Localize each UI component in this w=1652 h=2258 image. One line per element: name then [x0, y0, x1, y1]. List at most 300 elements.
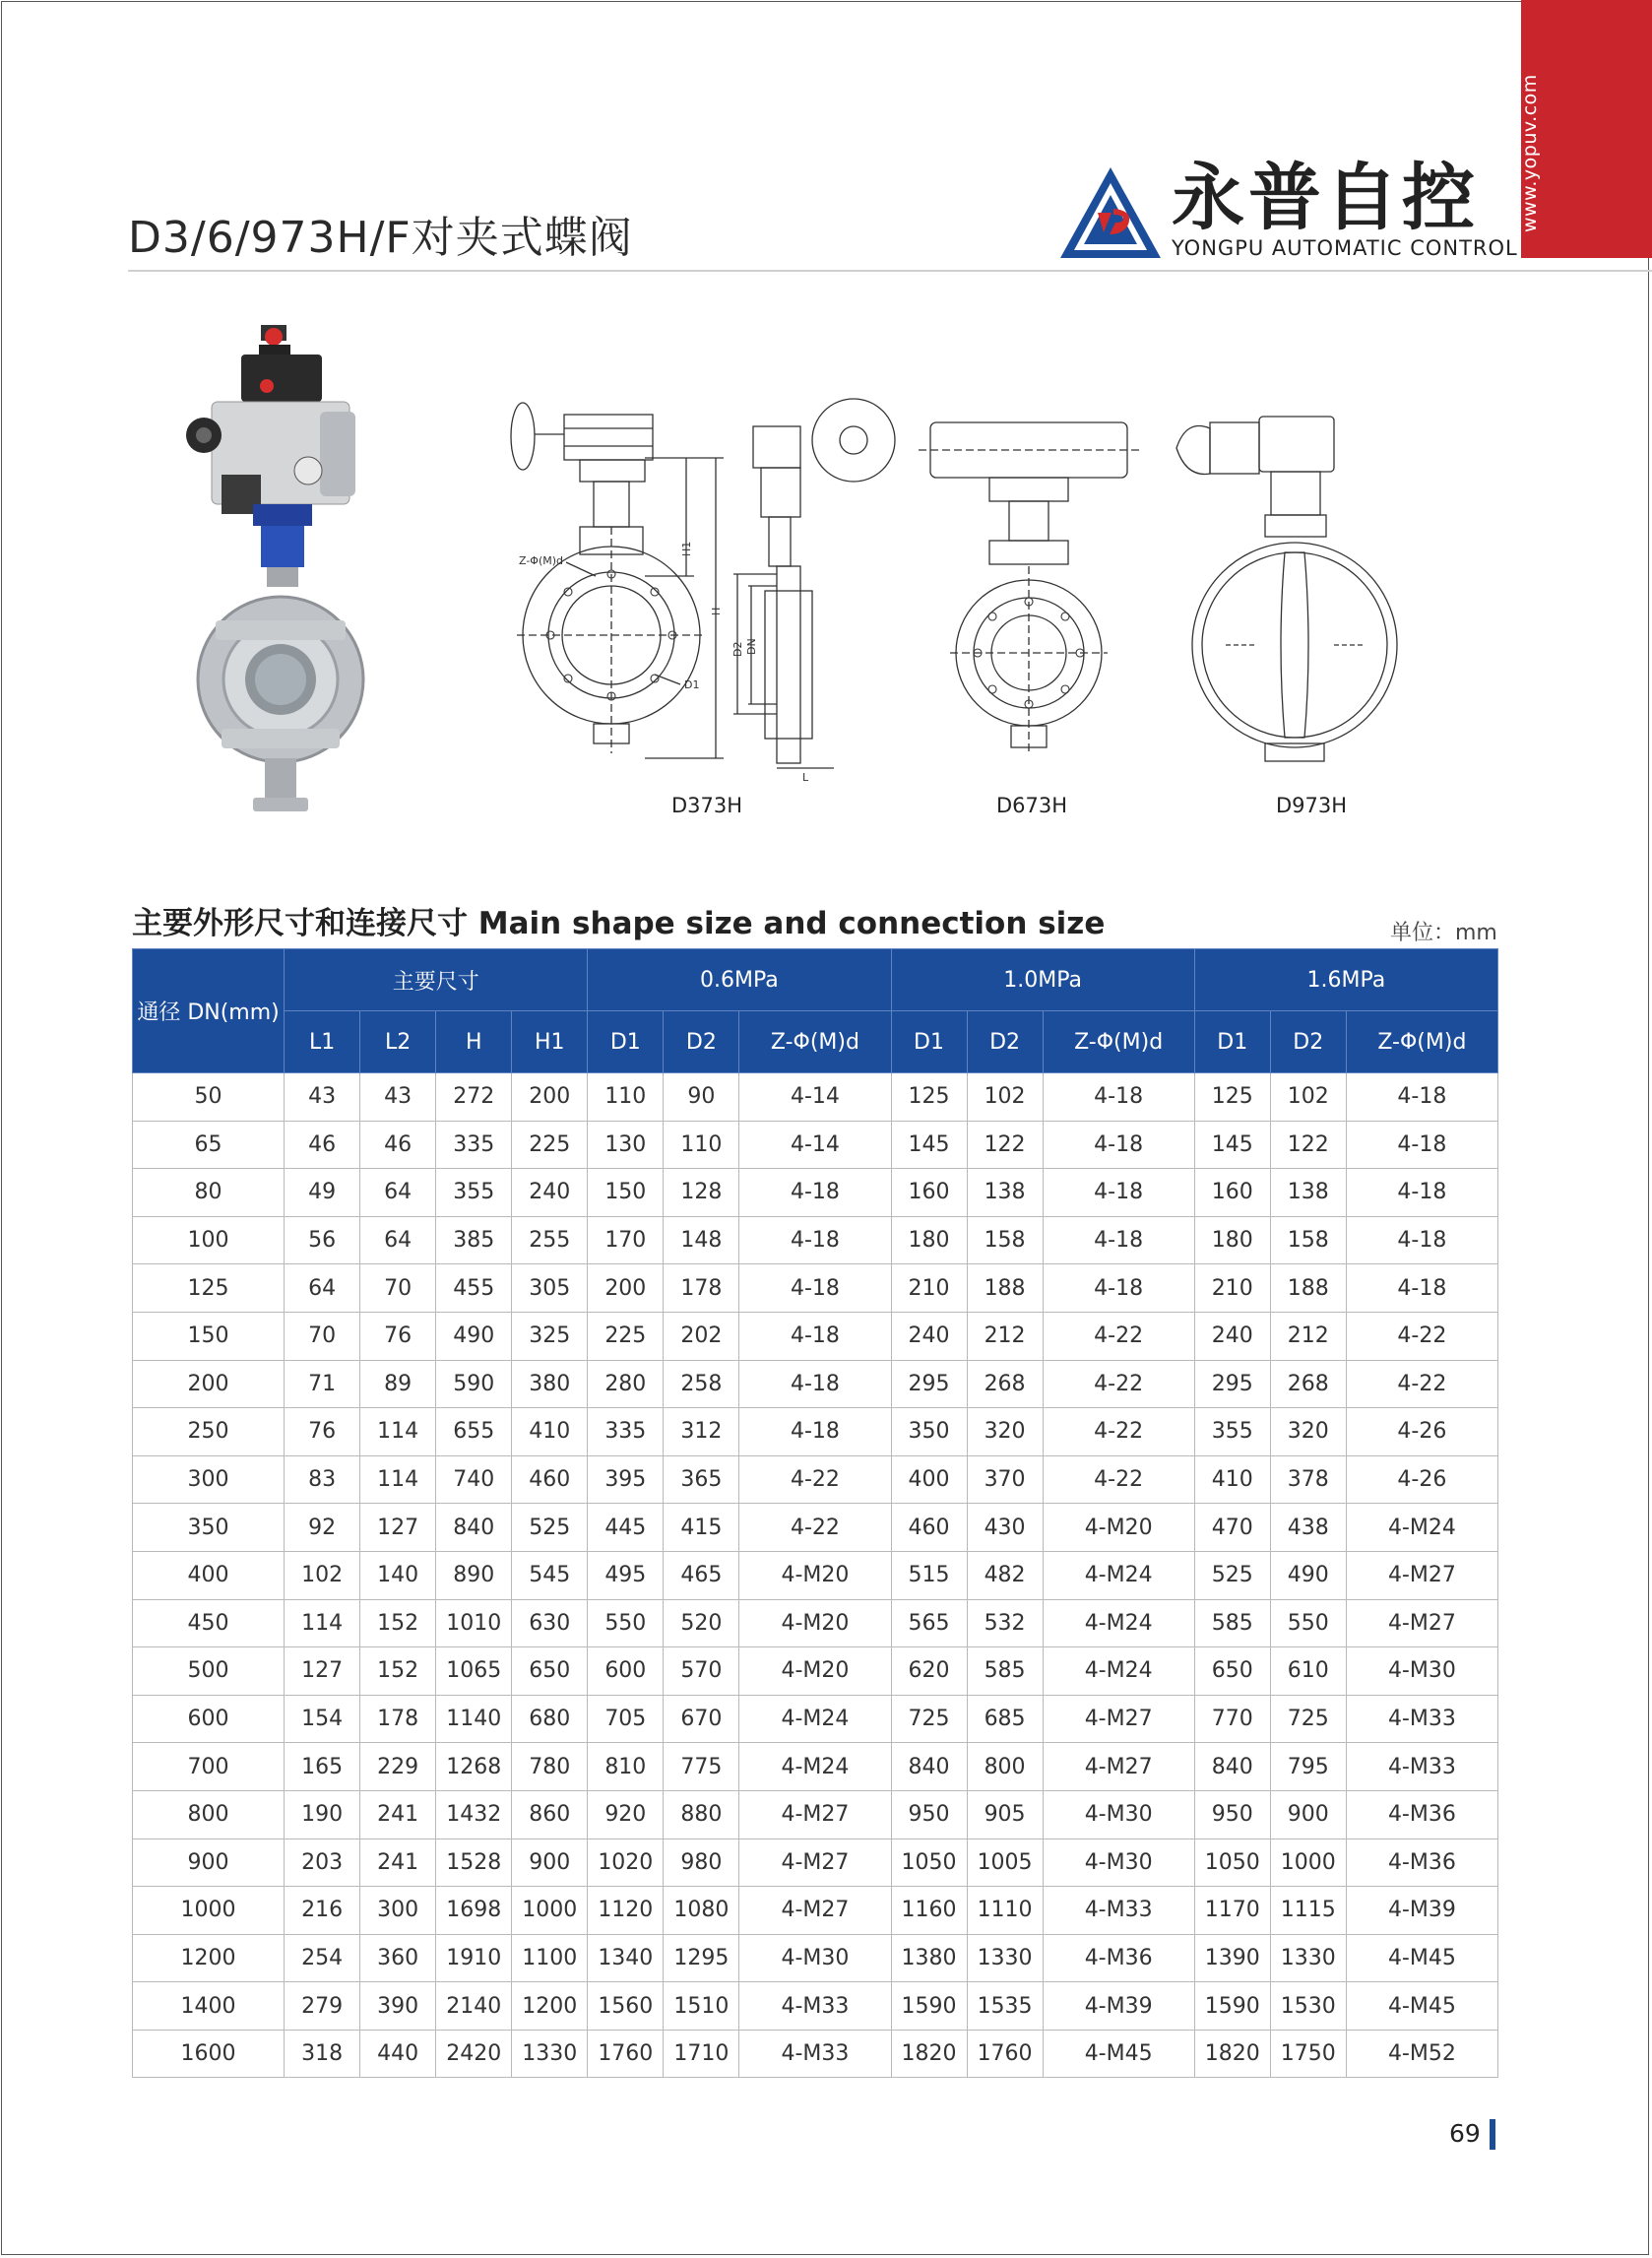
table-cell: 4-M33 [739, 2030, 891, 2078]
table-cell: 2420 [436, 2030, 512, 2078]
table-cell: 64 [360, 1216, 436, 1264]
header-d1: D1 [891, 1011, 967, 1073]
table-row [133, 1455, 1498, 1504]
table-cell: 4-M33 [1346, 1743, 1497, 1791]
table-cell: 114 [285, 1599, 360, 1647]
table-cell: 4-M20 [1043, 1504, 1194, 1552]
page-number: 69 [1449, 2119, 1481, 2148]
table-cell: 279 [285, 1982, 360, 2031]
table-cell: 1330 [512, 2030, 588, 2078]
cell-dn: 80 [133, 1169, 285, 1217]
table-cell: 49 [285, 1169, 360, 1217]
cell-dn: 65 [133, 1121, 285, 1169]
table-cell: 210 [891, 1264, 967, 1313]
header-d2: D2 [967, 1011, 1043, 1073]
table-cell: 180 [1194, 1216, 1270, 1264]
table-row [133, 1408, 1498, 1456]
table-cell: 1820 [891, 2030, 967, 2078]
cell-dn: 1200 [133, 1934, 285, 1982]
header-1-6mpa: 1.6MPa [1194, 949, 1497, 1011]
table-row [133, 1504, 1498, 1552]
table-cell: 4-22 [1043, 1360, 1194, 1408]
table-cell: 465 [664, 1551, 739, 1599]
dimension-table [132, 948, 1498, 2078]
table-cell: 4-M24 [1043, 1647, 1194, 1696]
table-cell: 4-M24 [1043, 1551, 1194, 1599]
table-cell: 880 [664, 1790, 739, 1839]
table-cell: 1020 [588, 1839, 664, 1887]
table-cell: 1110 [967, 1887, 1043, 1935]
table-cell: 4-M27 [1346, 1599, 1497, 1647]
table-cell: 395 [588, 1455, 664, 1504]
table-cell: 4-M27 [1043, 1743, 1194, 1791]
table-cell: 438 [1270, 1504, 1346, 1552]
table-cell: 410 [512, 1408, 588, 1456]
table-cell: 4-18 [1043, 1073, 1194, 1122]
table-cell: 1080 [664, 1887, 739, 1935]
table-cell: 4-M52 [1346, 2030, 1497, 2078]
table-cell: 1760 [588, 2030, 664, 2078]
table-cell: 200 [512, 1073, 588, 1122]
table-cell: 125 [1194, 1073, 1270, 1122]
table-cell: 280 [588, 1360, 664, 1408]
table-cell: 740 [436, 1455, 512, 1504]
table-cell: 4-18 [1043, 1216, 1194, 1264]
header-dn: 通径 DN(mm) [133, 949, 285, 1073]
cell-dn: 1600 [133, 2030, 285, 2078]
table-cell: 4-M30 [1043, 1839, 1194, 1887]
table-cell: 565 [891, 1599, 967, 1647]
svg-text:D2: D2 [731, 641, 744, 657]
table-cell: 4-M45 [1346, 1934, 1497, 1982]
table-cell: 110 [664, 1121, 739, 1169]
table-cell: 268 [1270, 1360, 1346, 1408]
table-cell: 840 [1194, 1743, 1270, 1791]
table-row [133, 1934, 1498, 1982]
table-cell: 127 [360, 1504, 436, 1552]
table-cell: 490 [1270, 1551, 1346, 1599]
table-cell: 1820 [1194, 2030, 1270, 2078]
table-cell: 4-26 [1346, 1455, 1497, 1504]
table-cell: 550 [1270, 1599, 1346, 1647]
table-cell: 840 [436, 1504, 512, 1552]
cell-dn: 600 [133, 1695, 285, 1743]
table-cell: 415 [664, 1504, 739, 1552]
table-cell: 725 [891, 1695, 967, 1743]
table-cell: 585 [1194, 1599, 1270, 1647]
table-cell: 445 [588, 1504, 664, 1552]
table-cell: 70 [360, 1264, 436, 1313]
table-cell: 4-18 [1043, 1264, 1194, 1313]
table-cell: 46 [360, 1121, 436, 1169]
header-d2: D2 [664, 1011, 739, 1073]
table-cell: 4-18 [739, 1169, 891, 1217]
table-cell: 138 [967, 1169, 1043, 1217]
table-cell: 4-M20 [739, 1647, 891, 1696]
table-cell: 1530 [1270, 1982, 1346, 2031]
table-row [133, 1312, 1498, 1360]
svg-text:D1: D1 [684, 678, 700, 691]
table-cell: 4-14 [739, 1073, 891, 1122]
table-cell: 4-22 [1043, 1312, 1194, 1360]
table-cell: 4-18 [739, 1312, 891, 1360]
table-row [133, 1264, 1498, 1313]
table-cell: 1000 [1270, 1839, 1346, 1887]
table-cell: 1760 [967, 2030, 1043, 2078]
header-divider [128, 270, 1652, 272]
table-cell: 128 [664, 1169, 739, 1217]
table-cell: 225 [512, 1121, 588, 1169]
table-cell: 775 [664, 1743, 739, 1791]
cell-dn: 250 [133, 1408, 285, 1456]
table-cell: 390 [360, 1982, 436, 2031]
table-cell: 110 [588, 1073, 664, 1122]
table-cell: 670 [664, 1695, 739, 1743]
table-cell: 4-M30 [1346, 1647, 1497, 1696]
table-cell: 590 [436, 1360, 512, 1408]
table-row [133, 1743, 1498, 1791]
table-cell: 1170 [1194, 1887, 1270, 1935]
table-cell: 1050 [891, 1839, 967, 1887]
table-row [133, 1360, 1498, 1408]
table-row [133, 1216, 1498, 1264]
svg-text:H1: H1 [680, 541, 693, 556]
table-cell: 370 [967, 1455, 1043, 1504]
table-cell: 4-22 [1346, 1312, 1497, 1360]
table-cell: 630 [512, 1599, 588, 1647]
header-h1: H1 [512, 1011, 588, 1073]
model-label-d973h: D973H [1276, 794, 1348, 817]
table-cell: 1100 [512, 1934, 588, 1982]
table-cell: 241 [360, 1790, 436, 1839]
table-cell: 4-18 [1043, 1121, 1194, 1169]
cell-dn: 500 [133, 1647, 285, 1696]
page-title: D3/6/973H/F对夹式蝶阀 [128, 213, 633, 263]
table-cell: 620 [891, 1647, 967, 1696]
table-cell: 4-22 [1043, 1455, 1194, 1504]
table-row [133, 1982, 1498, 2031]
table-cell: 76 [285, 1408, 360, 1456]
brand-name-en: YONGPU AUTOMATIC CONTROL [1172, 236, 1518, 260]
table-cell: 4-M39 [1346, 1887, 1497, 1935]
table-row [133, 1073, 1498, 1122]
table-row [133, 1599, 1498, 1647]
cell-dn: 300 [133, 1455, 285, 1504]
table-cell: 770 [1194, 1695, 1270, 1743]
table-cell: 920 [588, 1790, 664, 1839]
table-cell: 705 [588, 1695, 664, 1743]
table-cell: 1000 [512, 1887, 588, 1935]
table-row [133, 2030, 1498, 2078]
table-cell: 550 [588, 1599, 664, 1647]
table-cell: 900 [1270, 1790, 1346, 1839]
model-label-d373h: D373H [671, 794, 743, 817]
table-cell: 810 [588, 1743, 664, 1791]
table-cell: 4-M33 [1043, 1887, 1194, 1935]
page-number-bar [1490, 2119, 1495, 2150]
table-cell: 4-14 [739, 1121, 891, 1169]
table-cell: 4-22 [739, 1504, 891, 1552]
table-cell: 650 [1194, 1647, 1270, 1696]
table-cell: 122 [967, 1121, 1043, 1169]
table-cell: 102 [285, 1551, 360, 1599]
table-cell: 4-M36 [1346, 1790, 1497, 1839]
table-cell: 800 [967, 1743, 1043, 1791]
table-cell: 160 [1194, 1169, 1270, 1217]
table-cell: 145 [891, 1121, 967, 1169]
table-cell: 860 [512, 1790, 588, 1839]
table-cell: 1710 [664, 2030, 739, 2078]
table-cell: 158 [1270, 1216, 1346, 1264]
table-cell: 4-18 [1346, 1169, 1497, 1217]
table-cell: 71 [285, 1360, 360, 1408]
table-cell: 1380 [891, 1934, 967, 1982]
table-row [133, 1887, 1498, 1935]
table-cell: 1120 [588, 1887, 664, 1935]
table-cell: 125 [891, 1073, 967, 1122]
table-cell: 145 [1194, 1121, 1270, 1169]
table-cell: 4-M36 [1346, 1839, 1497, 1887]
table-cell: 610 [1270, 1647, 1346, 1696]
table-cell: 212 [967, 1312, 1043, 1360]
table-cell: 4-M36 [1043, 1934, 1194, 1982]
table-cell: 525 [512, 1504, 588, 1552]
table-cell: 4-M20 [739, 1599, 891, 1647]
section-title: 主要外形尺寸和连接尺寸 Main shape size and connection size [132, 906, 1106, 941]
table-cell: 460 [512, 1455, 588, 1504]
table-row [133, 1790, 1498, 1839]
table-cell: 1160 [891, 1887, 967, 1935]
table-cell: 685 [967, 1695, 1043, 1743]
table-cell: 122 [1270, 1121, 1346, 1169]
table-cell: 890 [436, 1551, 512, 1599]
table-cell: 325 [512, 1312, 588, 1360]
table-cell: 430 [967, 1504, 1043, 1552]
table-cell: 4-M27 [1346, 1551, 1497, 1599]
table-row [133, 1551, 1498, 1599]
table-cell: 4-18 [739, 1216, 891, 1264]
table-cell: 400 [891, 1455, 967, 1504]
table-cell: 138 [1270, 1169, 1346, 1217]
header-d2: D2 [1270, 1011, 1346, 1073]
table-cell: 905 [967, 1790, 1043, 1839]
table-cell: 1330 [1270, 1934, 1346, 1982]
table-cell: 1528 [436, 1839, 512, 1887]
cell-dn: 125 [133, 1264, 285, 1313]
table-cell: 4-18 [1346, 1216, 1497, 1264]
table-cell: 655 [436, 1408, 512, 1456]
table-cell: 1330 [967, 1934, 1043, 1982]
table-cell: 127 [285, 1647, 360, 1696]
yongpu-logo-icon [1058, 165, 1163, 260]
website-url[interactable]: www.yopuv.com [1519, 74, 1541, 232]
table-cell: 4-M45 [1346, 1982, 1497, 2031]
table-cell: 240 [1194, 1312, 1270, 1360]
table-row [133, 1169, 1498, 1217]
table-row [133, 1695, 1498, 1743]
table-cell: 320 [967, 1408, 1043, 1456]
table-cell: 305 [512, 1264, 588, 1313]
table-cell: 76 [360, 1312, 436, 1360]
table-cell: 64 [360, 1169, 436, 1217]
table-cell: 216 [285, 1887, 360, 1935]
header-l2: L2 [360, 1011, 436, 1073]
table-cell: 1510 [664, 1982, 739, 2031]
table-cell: 92 [285, 1504, 360, 1552]
table-cell: 130 [588, 1121, 664, 1169]
table-cell: 148 [664, 1216, 739, 1264]
table-cell: 4-M24 [1346, 1504, 1497, 1552]
table-cell: 300 [360, 1887, 436, 1935]
table-cell: 1750 [1270, 2030, 1346, 2078]
table-cell: 240 [891, 1312, 967, 1360]
table-cell: 154 [285, 1695, 360, 1743]
table-cell: 980 [664, 1839, 739, 1887]
table-cell: 378 [1270, 1455, 1346, 1504]
table-cell: 470 [1194, 1504, 1270, 1552]
header-h: H [436, 1011, 512, 1073]
table-cell: 255 [512, 1216, 588, 1264]
table-cell: 70 [285, 1312, 360, 1360]
table-cell: 203 [285, 1839, 360, 1887]
table-cell: 4-M27 [739, 1839, 891, 1887]
table-cell: 102 [1270, 1073, 1346, 1122]
header-0-6mpa: 0.6MPa [588, 949, 891, 1011]
header-d1: D1 [588, 1011, 664, 1073]
table-cell: 1340 [588, 1934, 664, 1982]
table-cell: 64 [285, 1264, 360, 1313]
table-cell: 1560 [588, 1982, 664, 2031]
table-cell: 4-18 [1346, 1264, 1497, 1313]
table-cell: 4-18 [739, 1360, 891, 1408]
table-cell: 89 [360, 1360, 436, 1408]
table-cell: 272 [436, 1073, 512, 1122]
header-bolt: Z-Φ(M)d [739, 1011, 891, 1073]
table-cell: 165 [285, 1743, 360, 1791]
table-cell: 440 [360, 2030, 436, 2078]
table-cell: 4-M24 [739, 1695, 891, 1743]
cell-dn: 150 [133, 1312, 285, 1360]
table-cell: 365 [664, 1455, 739, 1504]
table-cell: 4-M33 [739, 1982, 891, 2031]
header-l1: L1 [285, 1011, 360, 1073]
valve-product-photo [182, 325, 438, 827]
table-cell: 532 [967, 1599, 1043, 1647]
table-cell: 229 [360, 1743, 436, 1791]
table-cell: 1115 [1270, 1887, 1346, 1935]
table-cell: 1200 [512, 1982, 588, 2031]
table-cell: 240 [512, 1169, 588, 1217]
table-cell: 4-M30 [739, 1934, 891, 1982]
table-cell: 950 [891, 1790, 967, 1839]
cell-dn: 350 [133, 1504, 285, 1552]
table-cell: 4-26 [1346, 1408, 1497, 1456]
cell-dn: 100 [133, 1216, 285, 1264]
table-cell: 4-M27 [1043, 1695, 1194, 1743]
table-cell: 140 [360, 1551, 436, 1599]
table-cell: 4-M27 [739, 1887, 891, 1935]
table-cell: 495 [588, 1551, 664, 1599]
table-cell: 600 [588, 1647, 664, 1696]
cell-dn: 900 [133, 1839, 285, 1887]
table-cell: 4-18 [1346, 1073, 1497, 1122]
table-cell: 585 [967, 1647, 1043, 1696]
table-cell: 56 [285, 1216, 360, 1264]
table-cell: 102 [967, 1073, 1043, 1122]
table-cell: 241 [360, 1839, 436, 1887]
table-cell: 318 [285, 2030, 360, 2078]
table-cell: 4-M33 [1346, 1695, 1497, 1743]
table-cell: 4-M39 [1043, 1982, 1194, 2031]
table-cell: 295 [1194, 1360, 1270, 1408]
svg-text:DN: DN [745, 638, 758, 655]
model-label-d673h: D673H [996, 794, 1068, 817]
table-cell: 725 [1270, 1695, 1346, 1743]
svg-text:Z-Φ(M)d: Z-Φ(M)d [519, 554, 564, 567]
table-cell: 258 [664, 1360, 739, 1408]
table-cell: 202 [664, 1312, 739, 1360]
table-cell: 520 [664, 1599, 739, 1647]
table-cell: 2140 [436, 1982, 512, 2031]
table-cell: 4-M27 [739, 1790, 891, 1839]
table-cell: 1590 [891, 1982, 967, 2031]
table-cell: 114 [360, 1408, 436, 1456]
table-cell: 295 [891, 1360, 967, 1408]
cell-dn: 400 [133, 1551, 285, 1599]
table-cell: 355 [1194, 1408, 1270, 1456]
header-d1: D1 [1194, 1011, 1270, 1073]
svg-text:H: H [710, 607, 723, 615]
table-cell: 1590 [1194, 1982, 1270, 2031]
table-cell: 335 [588, 1408, 664, 1456]
table-header [133, 949, 1498, 1073]
table-cell: 525 [1194, 1551, 1270, 1599]
table-cell: 360 [360, 1934, 436, 1982]
table-cell: 780 [512, 1743, 588, 1791]
table-cell: 515 [891, 1551, 967, 1599]
table-cell: 4-22 [1043, 1408, 1194, 1456]
table-cell: 380 [512, 1360, 588, 1408]
table-cell: 650 [512, 1647, 588, 1696]
table-cell: 4-M24 [1043, 1599, 1194, 1647]
header-bolt: Z-Φ(M)d [1043, 1011, 1194, 1073]
table-cell: 152 [360, 1599, 436, 1647]
cell-dn: 700 [133, 1743, 285, 1791]
table-cell: 680 [512, 1695, 588, 1743]
table-cell: 455 [436, 1264, 512, 1313]
table-cell: 158 [967, 1216, 1043, 1264]
table-cell: 1432 [436, 1790, 512, 1839]
table-cell: 178 [664, 1264, 739, 1313]
table-cell: 268 [967, 1360, 1043, 1408]
table-cell: 482 [967, 1551, 1043, 1599]
cell-dn: 50 [133, 1073, 285, 1122]
table-cell: 900 [512, 1839, 588, 1887]
table-cell: 1535 [967, 1982, 1043, 2031]
table-row [133, 1839, 1498, 1887]
table-cell: 4-M20 [739, 1551, 891, 1599]
header-1-0mpa: 1.0MPa [891, 949, 1194, 1011]
cell-dn: 1000 [133, 1887, 285, 1935]
table-cell: 4-18 [739, 1264, 891, 1313]
table-cell: 43 [285, 1073, 360, 1122]
table-cell: 1140 [436, 1695, 512, 1743]
table-cell: 1910 [436, 1934, 512, 1982]
table-cell: 212 [1270, 1312, 1346, 1360]
table-cell: 1698 [436, 1887, 512, 1935]
table-cell: 46 [285, 1121, 360, 1169]
cell-dn: 450 [133, 1599, 285, 1647]
